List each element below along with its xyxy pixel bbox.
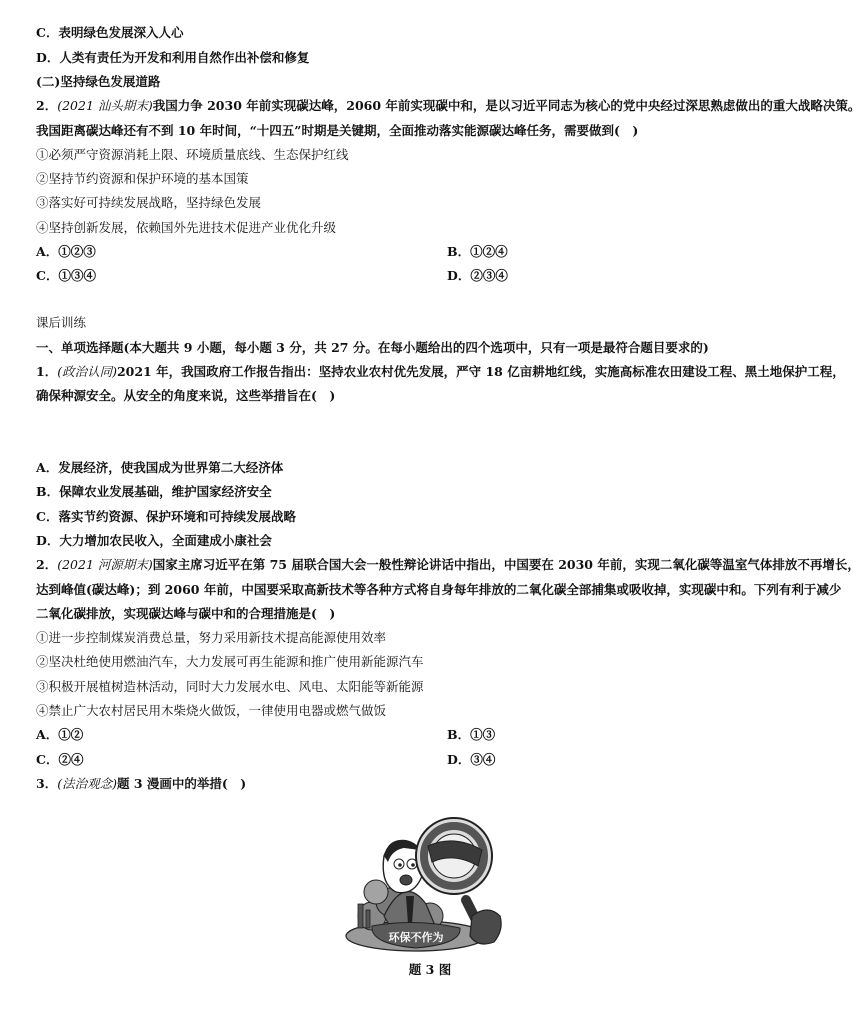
statement-1: ①必须严守资源消耗上限、环境质量底线、生态保护红线 (36, 147, 349, 162)
choice-d: D．②③④ (447, 268, 508, 283)
option-d: D．人类有责任为开发和利用自然作出补偿和修复 (36, 50, 310, 65)
choice-b: B．①③ (447, 727, 496, 742)
question-text: 2021 年，我国政府工作报告指出：坚持农业农村优先发展，严守 18 亿亩耕地红线，实施高标准农田建设工程、黑土地保护工程， (116, 364, 845, 379)
choice-d: D．③④ (447, 752, 496, 767)
question-text: 我国力争 2030 年前实现碳达峰，2060 年前实现碳中和，是以习近平同志为核心的党中央经过深思熟虑做出的重大战略决策。 (152, 98, 860, 113)
practice-title: 课后训练 (36, 315, 87, 330)
question-2-line-1 (36, 97, 860, 115)
question-source: (2021 汕头期末) (57, 98, 153, 113)
question-number: 2． (36, 98, 58, 113)
option-d: D．大力增加农民收入，全面建成小康社会 (36, 533, 272, 548)
question-1-line-1 (36, 363, 845, 381)
question-3-line-1 (36, 775, 246, 793)
choice-b: B．①②④ (447, 244, 508, 259)
question-source: (2021 河源期末) (57, 557, 153, 572)
statement-3: ③积极开展植树造林活动，同时大力发展水电、风电、太阳能等新能源 (36, 679, 424, 694)
statement-2: ②坚决杜绝使用燃油汽车，大力发展可再生能源和推广使用新能源汽车 (36, 654, 424, 669)
question-text: 题 3 漫画中的举措( ) (116, 776, 247, 791)
choice-a: A．①② (36, 727, 84, 742)
cartoon-label: 环保不作为 (388, 931, 444, 944)
question-number: 3． (36, 776, 58, 791)
statement-1: ①进一步控制煤炭消费总量，努力采用新技术提高能源使用效率 (36, 630, 387, 645)
question-source: (政治认同) (57, 364, 117, 379)
question-source: (法治观念) (57, 776, 117, 791)
statement-3: ③落实好可持续发展战略，坚持绿色发展 (36, 195, 262, 210)
figure-caption: 题 3 图 (408, 962, 452, 977)
question-2-line-3: 二氧化碳排放，实现碳达峰与碳中和的合理措施是( ) (36, 606, 336, 621)
choice-a: A．①②③ (36, 244, 96, 259)
statement-2: ②坚持节约资源和保护环境的基本国策 (36, 171, 249, 186)
option-a: A．发展经济，使我国成为世界第二大经济体 (36, 460, 284, 475)
statement-4: ④禁止广大农村居民用木柴烧火做饭，一律使用电器或燃气做饭 (36, 703, 387, 718)
cartoon-figure (344, 804, 516, 954)
question-number: 1． (36, 364, 58, 379)
option-c: C．落实节约资源、保护环境和可持续发展战略 (36, 509, 296, 524)
question-2-line-2: 我国距离碳达峰还有不到 10 年时间，“十四五”时期是关键期，全面推动落实能源碳达峰任务，需要做到( ) (36, 123, 639, 138)
question-text: 国家主席习近平在第 75 届联合国大会一般性辩论讲话中指出，中国要在 2030 年前，实现二氧化碳等温室气体排放不再增长， (152, 557, 860, 572)
option-b: B．保障农业发展基础，维护国家经济安全 (36, 484, 272, 499)
question-number: 2． (36, 557, 58, 572)
choice-c: C．①③④ (36, 268, 96, 283)
question-2-line-2: 达到峰值(碳达峰)；到 2060 年前，中国要采取高新技术等各种方式将自身每年排放的二氧化碳全部捕集或吸收掉，实现碳中和。下列有利于减少 (36, 582, 842, 597)
practice-heading: 一、单项选择题(本大题共 9 小题，每小题 3 分，共 27 分。在每小题给出的四个选项中，只有一项是最符合题目要求的) (36, 340, 709, 355)
section-heading: (二)坚持绿色发展道路 (36, 74, 161, 89)
statement-4: ④坚持创新发展，依赖国外先进技术促进产业优化升级 (36, 220, 337, 235)
option-c: C．表明绿色发展深入人心 (36, 25, 184, 40)
question-2-line-1 (36, 556, 860, 574)
question-1-line-2: 确保种源安全。从安全的角度来说，这些举措旨在( ) (36, 388, 336, 403)
choice-c: C．②④ (36, 752, 84, 767)
